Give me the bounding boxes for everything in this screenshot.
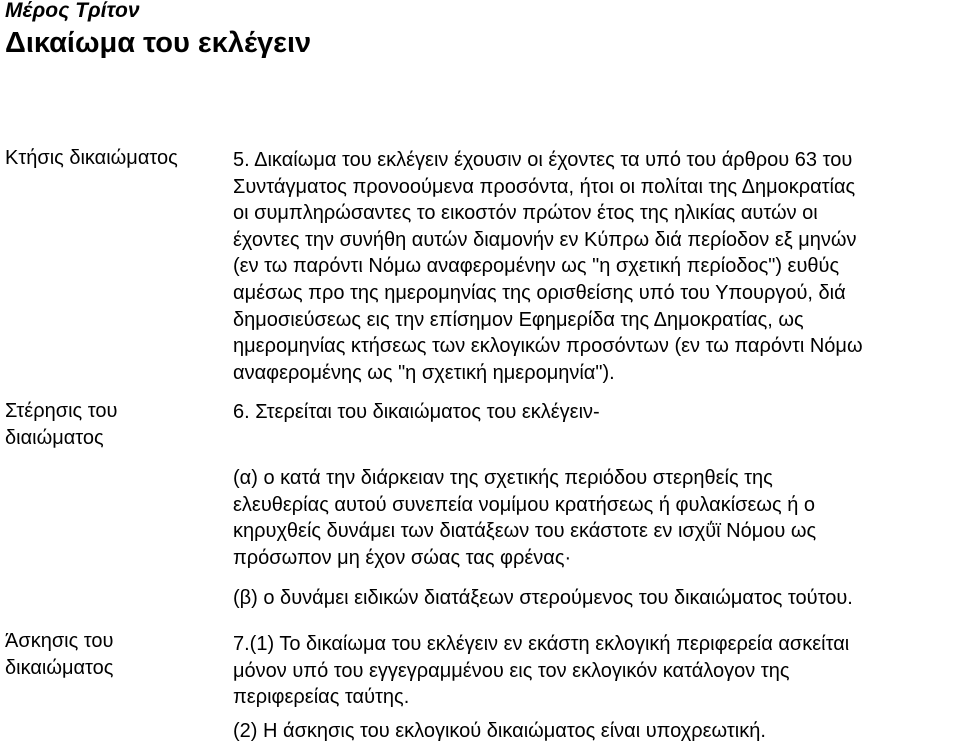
text-line: (εν τω παρόντι Νόμω αναφερομένην ως "η σχετική περίοδος") ευθύς: [233, 255, 840, 278]
text-line: Συντάγματος προνοούμενα προσόντα, ήτοι οι πολίται της Δημοκρατίας: [233, 175, 856, 198]
part-label: Μέρος Τρίτον: [5, 0, 140, 22]
text-line: 5. Δικαίωμα του εκλέγειν έχουσιν οι έχοντες τα υπό του άρθρου 63 του: [233, 149, 853, 171]
section-7-1: [233, 631, 955, 711]
section-5: [233, 147, 955, 386]
text-line: περιφερείας ταύτης.: [233, 686, 410, 709]
text-line: αμέσως προ της ημερομηνίας της ορισθείσης υπό του Υπουργού, διά: [233, 281, 846, 304]
text-line: (α) ο κατά την διάρκειαν της σχετικής περιόδου στερηθείς της: [233, 467, 773, 489]
margin-note-line: δικαιώματος: [5, 657, 114, 679]
text-line: οι συμπληρώσαντες το εικοστόν πρώτον έτος της ηλικίας αυτών οι: [233, 202, 818, 225]
section-7-2: [233, 718, 955, 745]
margin-note-deprivation: [5, 398, 220, 452]
text-line: κηρυχθείς δυνάμει των διατάξεων του εκάστοτε εν ισχΰϊ Νόμου ως: [233, 520, 817, 543]
margin-note-acquisition: Κτήσις δικαιώματος: [5, 147, 178, 169]
margin-note-exercise: [5, 628, 220, 682]
text-line: ελευθερίας αυτού συνεπεία νομίμου κρατήσεως ή φυλακίσεως ή ο: [233, 493, 816, 516]
text-line: δημοσιεύσεως εις την επίσημον Εφημερίδα της Δημοκρατίας, ως: [233, 308, 804, 331]
text-line: ημερομηνίας κτήσεως των εκλογικών προσόντων (εν τω παρόντι Νόμω: [233, 335, 863, 358]
margin-note-line: Άσκησις του: [5, 630, 114, 652]
text-line: 7.(1) Το δικαίωμα του εκλέγειν εν εκάστη εκλογική περιφερεία ασκείται: [233, 633, 850, 655]
text-line: αναφερομένης ως "η σχετική ημερομηνία").: [233, 361, 615, 384]
section-6b: [233, 585, 955, 612]
part-title: Δικαίωμα του εκλέγειν: [5, 27, 312, 59]
text-line: πρόσωπον μη έχον σώας τας φρένας·: [233, 546, 572, 569]
text-line: μόνον υπό του εγγεγραμμένου εις τον εκλογικόν κατάλογον της: [233, 659, 790, 682]
margin-note-line: διαιώματος: [5, 427, 104, 449]
text-line: (2) Η άσκησις του εκλογικού δικαιώματος είναι υποχρεωτική.: [233, 720, 766, 742]
section-6a: [233, 465, 955, 571]
section-6: [233, 399, 955, 426]
text-line: 6. Στερείται του δικαιώματος του εκλέγειν-: [233, 401, 600, 423]
text-line: έχοντες την συνήθη αυτών διαμονήν εν Κύπρω διά περίοδον εξ μηνών: [233, 228, 857, 251]
text-line: (β) ο δυνάμει ειδικών διατάξεων στερούμενος του δικαιώματος τούτου.: [233, 587, 853, 609]
margin-note-line: Στέρησις του: [5, 400, 118, 422]
